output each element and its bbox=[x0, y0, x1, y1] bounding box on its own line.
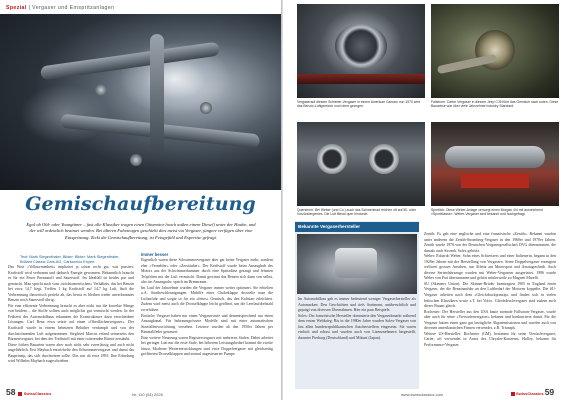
right-footer bbox=[511, 387, 554, 397]
photo-vintage-carburetor bbox=[297, 234, 417, 294]
photo-caption: Querstrom. Bei Weber (und Co.) auch das Schwenkrad reichen oft auf 50- oder Vorzündergenies. Die Luft fliesst quer hindurch. bbox=[297, 208, 417, 217]
brand-name: SwissClassics bbox=[23, 391, 52, 396]
photo-jeep-carburetor bbox=[431, 4, 559, 98]
paragraph: Diese frühen Bauarten waren aber noch nicht sehr zuverlässig und auch nicht ungefährlich. Erst Maybach entwickelte den Schwimmervergaser und damit das Bauprinzip, das sich durchsetzen sollte. Das war ab etwa 1893. Ihre Erfindung wird Wilhelm Maybach zugeschrieben. bbox=[8, 342, 134, 364]
manufacturer-entry: Weber: Edoardo Weber, Sohn eines Schweizers und einer Italienerin, begann in den 1920er Jahren mit der Herstellung von Vergasern. Seine Doppelvergaser erzeugten weltweit grosses Ansehen, nur Alfetta am Motorsport und Ansaugtechnik. Auch diverse Serienfahrzeuge wurden mit Weber-Vergasern ausgerüstet. 1986 wurde Weber von Fiat übernommen und gehört mittlerweile zu Magneti Marelli. bbox=[424, 254, 556, 281]
text-column-2 bbox=[141, 252, 273, 358]
issue-number: Nr. 110 (04) 2026 bbox=[132, 392, 163, 397]
paragraph: Das Wort «Vollnormenheit» impliziert ja schon recht gut, was passiert: Kraftstoff wird verbrannt und dadurch Energie gewonnen. Bekanntlich braucht es für ein Feuer Brennstoff und Sauerstoff. Im Idealfall ist beides pur und gemischt. Man spricht auch vom «stöchiometrischen» Verhältnis, das bei Benzin bei etwa 14,7 liegt. Treffen 1 kg Kraftstoff auf 14,7 kg Luft, läuft die Verbrennung theoretisch perfekt ab, das heisst es bleiben weder unverbranntes Benzin noch Sauerstoff übrig. bbox=[8, 265, 134, 303]
article-credit: Text: Mark Siegenthaler, Bilder: Bilder: Mark Siegenthaler, Brillant Classic Cars AG, Carburetor Expert bbox=[20, 254, 120, 265]
infobox-text bbox=[298, 297, 416, 341]
brand-logo-mark bbox=[511, 392, 515, 396]
paragraph: Im Automobilbau gab es immer bedeutend weniger Vergaserhersteller als Automarken. Den Geschichten und tiefs Sortiment, unüberschtlich und geprägt von diversen Übernahmen. Hier ein paar Beispiele. bbox=[298, 297, 416, 313]
photo-camaro-carburetor bbox=[297, 4, 425, 98]
paragraph: Eine weitere Neuerung waren Registervergaser mit mehreren Stufen. Dabei arbeitet bei geringer Last nur die erste Stufe, bei höherem Leistungsbedarf kommt die zweite hinzu. Moderne Weiterentwicklungen sind etwa Doppelvergaser mit gleichzeitig geöffneten Drosselklappen und zentral angesteuerter Pumpe. bbox=[141, 335, 273, 357]
paragraph: Eigentlich waren diese Schwimmervergaser aber gar keine Vergaser mehr, sondern eher «Vernebler» oder «Zerstäuber». Der Kraftstoff wurde beim Ansaughub des Motors aus der Schwimmerkammer durch eine Spritzdüse gesaugt und feinsten Tröpfchen mit der Luft vermischt. Damit gewinnt das Benzin sich dann von selbst, also im Ansaugrohr, sprich im Brennraum. bbox=[141, 258, 273, 285]
page-number: 59 bbox=[544, 387, 555, 397]
section-topic: Vergaser und Einspritzanlagen bbox=[32, 5, 115, 11]
photo-caption: Sportlich: Diese Weber-Anlage versorgt einen Morgan 4/4 mit ausreichend «Sportklasse». Weber-Vergaser sind bekannt und hochgefragt. bbox=[431, 208, 543, 217]
photo-caption: Fallstrom. Carter Vergaser in diesem Jeep CJ5 führt das Gemisch nach unten. Diese Bauweise war über viele Jahrzehnte Industry Standard. bbox=[431, 100, 559, 109]
section-header: Spezial | Vergaser und Einspritzanlagen bbox=[6, 5, 115, 11]
subheading: Immer besser bbox=[141, 252, 169, 257]
manufacturer-entry: Weitere US-Hersteller: Rochester (GM), bestimmt für seine Vierfachvergaser, Carter, oft verwendet in Autos des Chrysler-Konzerns, Holley, bekannt für Performance-Vergaser. bbox=[424, 331, 556, 347]
left-page bbox=[0, 0, 281, 400]
photo-crossflow-carburetor bbox=[297, 122, 425, 206]
paragraph: Solex: Der französische Hersteller dominierte den Vergaserkmarkt während dem ersten Weltkrieg. Bis in die 1980er Jahre wurden Solex-Vergaser von fast allen bundesrepublikanischen Autoherstellern eingesetzt. Sie waren einfach und robust und wurden auch von Lizenznehmern hergestellt, darunter Pierburg (Deutschland) und Mikuni (Japan). bbox=[298, 313, 416, 340]
photo-caption: Vergaserauf diesem Schieber-Vergaser in einem American Camaro von 1970 wird das Benzin-Luftgemisch noch dem gezogen. bbox=[297, 100, 421, 109]
brand-name: SwissClassics bbox=[516, 391, 544, 396]
paragraph: Im Lauf der Jahrzehnte wurden die Vergaser immer weiter optimiert. Sie erhielten u.A. Startbeschleunigungen. Mithilfe einer Chokeklappe drosselte man die Luftzufuhr und sorgte so für ein «fettes» Gemisch, das den Kaltstart erleichtert. Zudem wird meist auch die Drosselklappe leicht geöffnet, um die Leerlaufdrehzahl zu erhöhen. bbox=[141, 285, 273, 312]
manufacturer-entry: Rochester: Der Hersteller aus den USA baute normale Fallstrom-Vergaser, wurde aber auch für seine «Vierstufenvergaser» bekannt und konkurrierte damit. Für die Vergaser hatten einen ganz gut bezügliche Abgasemissionen und wurden auch von diversen amerikanischen Firmen verwendet, z.B. Triumph. bbox=[424, 309, 556, 331]
paragraph: Einfache Vergaser haben nur einen Vergaserstufe und dementsprechend nur einen Ansaugkanal. Für hubraumgrössere Modelle sind mit einer automatischen Startfallenvorrichtung versehen. Letztere wurden ab den 1950er Jahren per Bimetallfeder gesteuert. bbox=[141, 313, 273, 335]
right-page bbox=[283, 0, 565, 400]
photo-morgan-weber bbox=[431, 122, 559, 206]
hero-photo-engine bbox=[0, 14, 281, 190]
paragraph: Für eine effiziente Verbrennung braucht es aber nicht nur die korrekte Menge von beidem – die Stoffe sollten auch möglichst gut vermischt werden. In der Frühzeit des Automobilbaus erkannten die Konstrukteure dazu verschiedene Lösungen. Carl Benz etwa setzte auf einen «Oberflächenvergaser». Der Kraftstoff wurde in einem beheizten Behälter verdampft und von der durchströmenden Luft aufgenommen. Siegfried Marcus erfand seinerseits den Bürstenvergaser, bei dem der Treibstoff mit einer rotierenden Bürste zerstäubt. bbox=[8, 303, 134, 342]
page-number: 58 bbox=[6, 387, 16, 397]
infobox-title: Bekannte Vergaserhersteller bbox=[295, 222, 419, 232]
text-column-1 bbox=[8, 265, 134, 365]
section-label: Spezial bbox=[6, 5, 27, 11]
website-url: www.swissclassics.com bbox=[401, 392, 444, 397]
manufacturer-entry: Zenith: Es gab eine englische und eine französische «Zenith». Bekannt wurden unter anderem die Zenith-Stromberg-Vergaser in den 1960er und 1970er Jahren. Zenith wurde 1970 von der Deutschen Vergasergesellschaft DVG übernommen, die damals auch Stromb. Solex gehörte. bbox=[424, 232, 556, 253]
manufacturer-list bbox=[424, 232, 556, 392]
left-footer bbox=[6, 387, 51, 397]
manufacturer-entry: SU (Skinners Union): Die Skinner-Brüder beantragten 1905 in England einen Vergaser, der die Benzinzufuhr an den Luftbedarf der Motoren koppelte. Die SU-Vergaser arbeiten nach dem «Gleichdruckprinzip» und finden sich in vielen britischen Klassikern sowie z.T. bei Volvo. Gleichdruckvergaser sind zudem auch dieser Bauart gleich. bbox=[424, 281, 556, 309]
brand-logo-mark bbox=[18, 392, 22, 396]
article-title: Gemischaufbereitung bbox=[25, 193, 256, 215]
article-intro: Egal ob Old- oder Youngtimer – fast alle Klassiker tragen einen Ottomotor (nach außen einem Diesel) unter der Haube, und der will ordentlich beatmet werden. Bei älteren Fahrzeugen geschieht dies meist via Vergaser, jüngere verfügen über eine Einspritzung. Zickt die Gemischaufbereitung, ist Feingefühl und Expertise gefragt. bbox=[26, 222, 256, 240]
